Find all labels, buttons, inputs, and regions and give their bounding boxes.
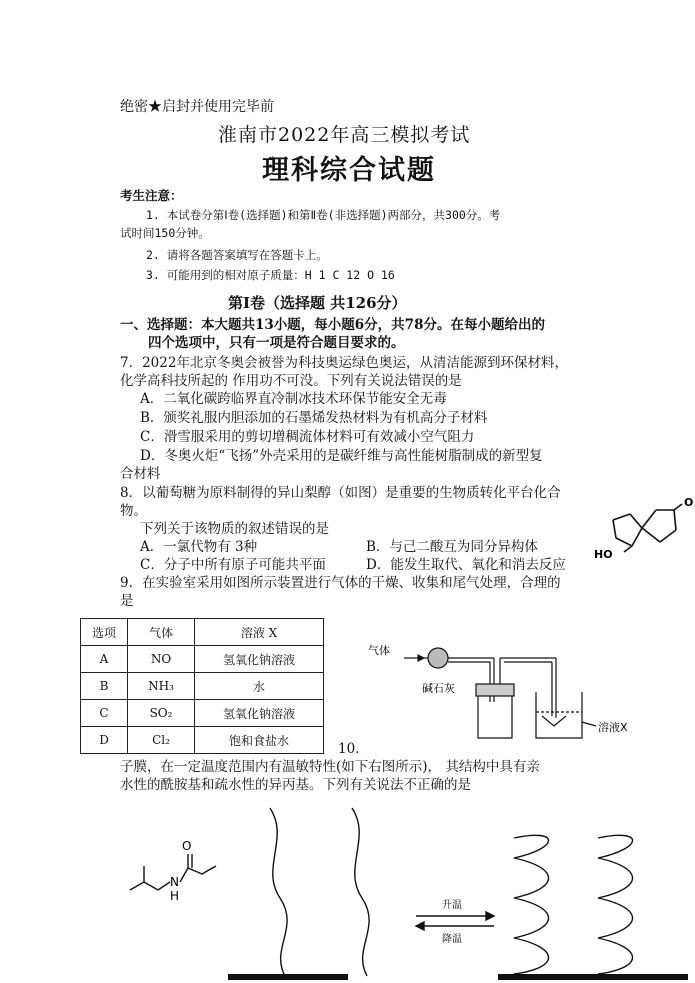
q8-option-b: B．与己二酸互为同分异构体 [366,539,538,555]
apparatus-lime-label: 碱石灰 [422,682,455,695]
table-header-cell: 选项 [81,619,128,646]
q8-option-c: C．分子中所有原子可能共平面 [140,557,326,573]
q10-stem-cont: 子膜，在一定温度范围内有温敏特性(如下右图所示)， 其结构中具有亲 [120,759,540,775]
heating-label: 升温 [442,900,462,911]
table-row [81,646,324,673]
table-cell: A [81,646,128,673]
q8-option-a: A．一氯代物有 3种 [140,539,258,555]
section-title: 第Ⅰ卷（选择题 共126分） [228,294,407,312]
q7-stem-cont: 化学高科技所起的 作用功不可没。下列有关说法错误的是 [120,373,462,389]
table-cell: Cl₂ [128,727,195,754]
table-cell: SO₂ [128,700,195,727]
q7-option-b: B．颁奖礼服内胆添加的石墨烯发热材料为有机高分子材料 [140,410,488,426]
notice-item-3: 3. 可能用到的相对原子质量：H 1 C 12 O 16 [146,268,395,282]
subject-title: 理科综合试题 [262,155,436,186]
q10-stem: 10． [338,741,369,757]
q7-option-d-cont: 合材料 [120,466,161,482]
table-row [81,673,324,700]
q9-stem: 9．在实验室采用如图所示装置进行气体的干燥、收集和尾气处理，合理的 [120,575,561,591]
gas-apparatus-figure [360,632,660,744]
cooling-label: 降温 [442,934,462,945]
table-cell: D [81,727,128,754]
q8-stem-question: 下列关于该物质的叙述错误的是 [140,521,329,537]
section-instruction: 一、选择题：本大题共13小题，每小题6分，共78分。在每小题给出的 [120,317,545,333]
q7-stem: 7．2022年北京冬奥会被誉为科技奥运绿色奥运，从清洁能源到环保材料， [120,355,568,371]
q8-option-d: D．能发生取代、氧化和消去反应 [366,557,566,573]
isosorbide-structure [590,480,695,572]
q9-options-table [80,618,324,754]
table-cell: B [81,673,128,700]
table-cell: NO [128,646,195,673]
table-cell: 水 [195,673,324,700]
q8-stem: 8．以葡萄糖为原料制得的异山梨醇（如图）是重要的生物质转化平台化合 [120,485,561,501]
apparatus-gas-label: 气体 [368,644,390,657]
monomer-h-label: H [170,889,180,903]
table-header-cell: 气体 [128,619,195,646]
notice-item-2: 2. 请将各题答案填写在答题卡上。 [146,248,328,262]
table-cell: 饱和食盐水 [195,727,324,754]
q10-stem-cont-2: 水性的酰胺基和疏水性的异丙基。下列有关说法不正确的是 [120,777,471,793]
exam-title: 淮南市2022年高三模拟考试 [218,124,471,146]
q8-stem-cont: 物。 [120,503,147,519]
table-header-cell: 溶液 X [195,619,324,646]
table-cell: 氢氧化钠溶液 [195,646,324,673]
table-row [81,727,324,754]
thermoresponsive-polymer-figure [120,798,690,980]
table-cell: NH₃ [128,673,195,700]
section-instruction-cont: 四个选项中，只有一项是符合题目要求的。 [148,335,405,351]
apparatus-solution-label: 溶液X [598,721,628,734]
q7-option-a: A．二氧化碳跨临界直冷制冰技术环保节能安全无毒 [140,391,447,407]
isosorbide-ho-label: HO [594,548,613,561]
table-cell: 氢氧化钠溶液 [195,700,324,727]
notice-heading: 考生注意： [120,188,183,203]
table-row [81,700,324,727]
secret-mark: 绝密★启封并使用完毕前 [120,99,274,115]
q7-option-d: D．冬奥火炬“飞扬”外壳采用的是碳纤维与高性能树脂制成的新型复 [140,448,543,464]
table-header-row [81,619,324,646]
isosorbide-o-label: O [684,496,694,509]
notice-item-1-cont: 试时间150分钟。 [120,226,210,240]
q7-option-c: C．滑雪服采用的剪切增稠流体材料可有效减小空气阻力 [140,429,475,445]
monomer-n-label: N [170,875,179,889]
q9-stem-cont: 是 [120,593,134,609]
monomer-o-label: O [182,839,192,853]
notice-item-1: 1. 本试卷分第Ⅰ卷(选择题)和第Ⅱ卷(非选择题)两部分，共300分。考 [146,208,501,222]
table-cell: C [81,700,128,727]
